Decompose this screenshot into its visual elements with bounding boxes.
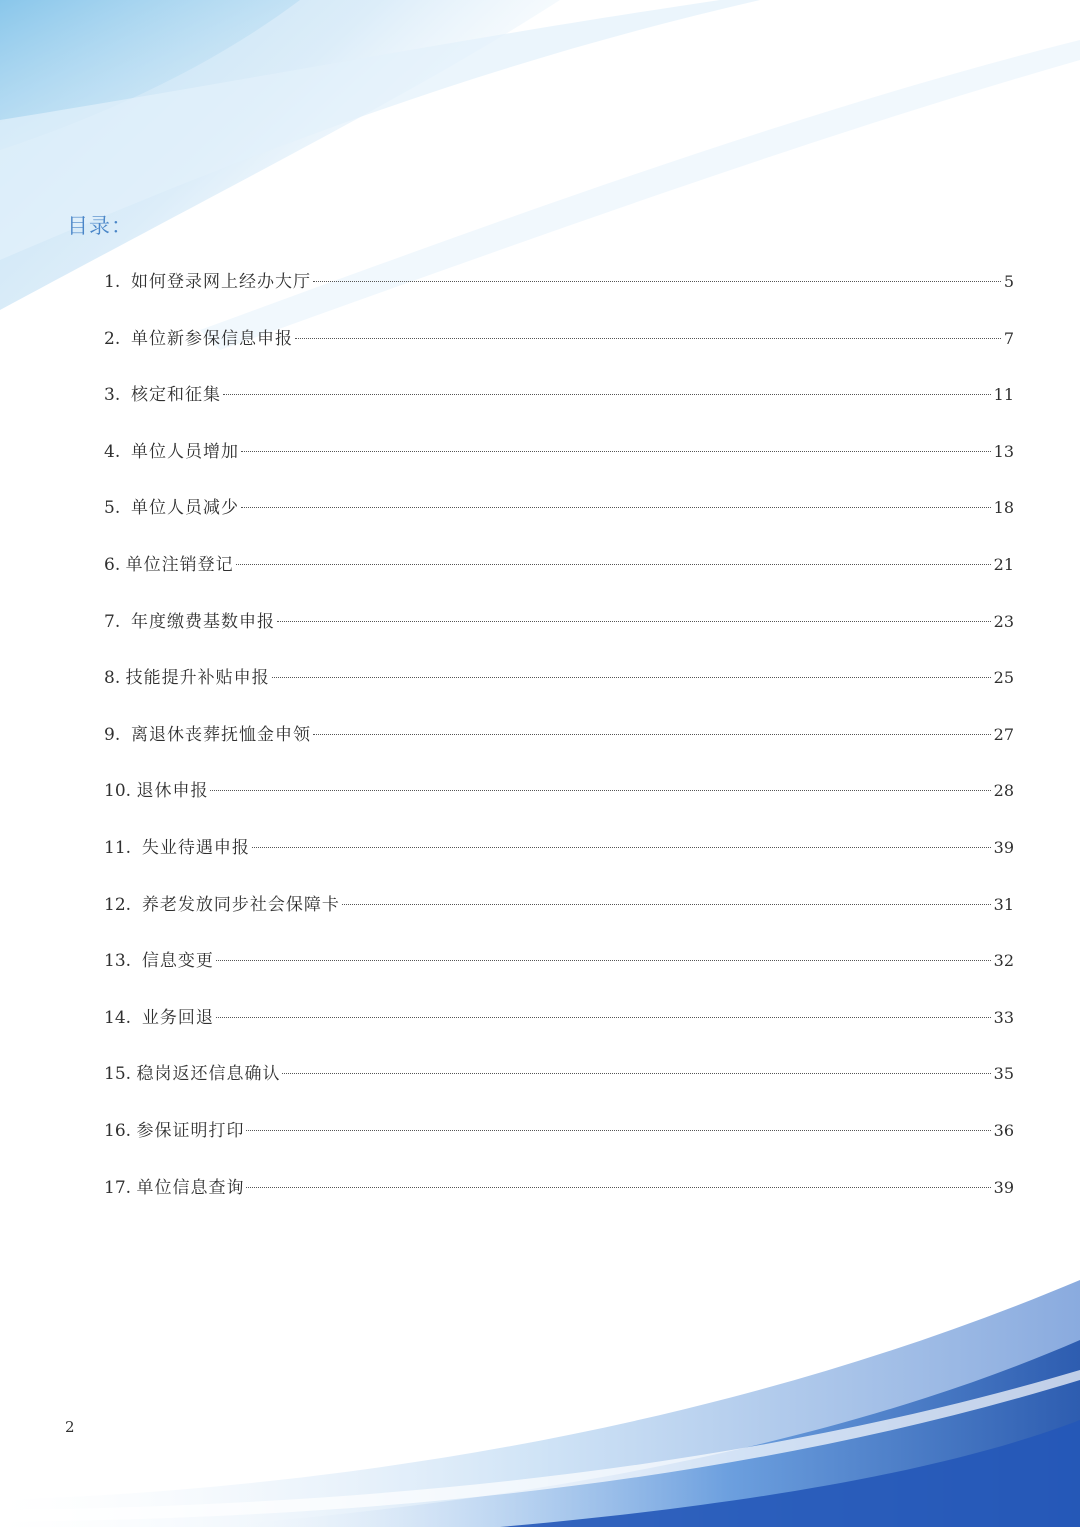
- toc-entry-number: 3.: [104, 385, 132, 406]
- toc-entry-page: 28: [993, 781, 1014, 801]
- toc-entry-title: 业务回退: [141, 1007, 214, 1028]
- toc-entry-title: 失业待遇申报: [141, 837, 250, 858]
- toc-entry-title: 信息变更: [141, 951, 214, 972]
- toc-entry[interactable]: [104, 887, 1014, 944]
- toc-entry-page: 25: [993, 668, 1014, 688]
- page-number: 2: [65, 1418, 75, 1436]
- toc-dot-leader: [272, 677, 991, 678]
- toc-dot-leader: [216, 960, 991, 961]
- toc-entry-title: 年度缴费基数申报: [131, 611, 276, 632]
- toc-entry-title: 单位人员增加: [131, 441, 240, 462]
- toc-dot-leader: [241, 507, 991, 508]
- toc-dot-leader: [246, 1187, 990, 1188]
- toc-dot-leader: [295, 338, 1001, 339]
- toc-entry-title: 如何登录网上经办大厅: [131, 272, 312, 292]
- toc-entry[interactable]: [104, 604, 1014, 661]
- toc-entry[interactable]: [104, 943, 1014, 1000]
- toc-dot-leader: [223, 394, 991, 395]
- toc-dot-leader: [210, 790, 990, 791]
- toc-entry[interactable]: [104, 490, 1014, 547]
- toc-entry-page: 27: [993, 724, 1014, 744]
- toc-entry-title: 退休申报: [136, 781, 209, 802]
- toc-entry[interactable]: [104, 1000, 1014, 1057]
- toc-entry-number: 2.: [104, 328, 132, 349]
- toc-entry-number: 1.: [104, 272, 132, 292]
- toc-entry[interactable]: [104, 830, 1014, 887]
- toc-entry[interactable]: [104, 660, 1014, 717]
- toc-entry-page: 13: [993, 441, 1014, 461]
- toc-entry[interactable]: [104, 717, 1014, 774]
- toc-entry-page: 5: [1003, 272, 1014, 291]
- toc-entry[interactable]: [104, 434, 1014, 491]
- toc-entry-number: 16.: [104, 1120, 137, 1141]
- toc-entry-number: 11.: [104, 837, 142, 858]
- toc-dot-leader: [246, 1130, 990, 1131]
- toc-entry-title: 稳岗返还信息确认: [136, 1064, 281, 1085]
- toc-entry-title: 离退休丧葬抚恤金申领: [131, 724, 312, 745]
- toc-entry-title: 核定和征集: [131, 385, 222, 406]
- toc-dot-leader: [252, 847, 991, 848]
- toc-entry-page: 36: [993, 1120, 1014, 1140]
- toc-entry[interactable]: [104, 377, 1014, 434]
- toc-entry-number: 8.: [104, 668, 126, 689]
- toc-entry[interactable]: [104, 773, 1014, 830]
- toc-entry-number: 13.: [104, 951, 142, 972]
- toc-entry[interactable]: [104, 1113, 1014, 1170]
- toc-dot-leader: [313, 734, 991, 735]
- toc-entry-page: 7: [1003, 328, 1014, 348]
- toc-dot-leader: [282, 1073, 990, 1074]
- toc-entry-title: 单位信息查询: [136, 1177, 245, 1198]
- toc-entry-number: 14.: [104, 1007, 142, 1028]
- toc-entry[interactable]: [104, 321, 1014, 378]
- toc-entry[interactable]: [104, 1056, 1014, 1113]
- toc-entry-number: 6.: [104, 554, 126, 575]
- toc-entry-number: 7.: [104, 611, 132, 632]
- toc-dot-leader: [342, 904, 991, 905]
- toc-entry-number: 15.: [104, 1064, 137, 1085]
- toc-entry-title: 单位人员减少: [131, 498, 240, 519]
- toc-entry-title: 单位新参保信息申报: [131, 328, 294, 349]
- toc-entry-page: 31: [993, 894, 1014, 914]
- toc-entry[interactable]: [104, 264, 1014, 321]
- toc-entry-number: 5.: [104, 498, 132, 519]
- toc-entry-page: 21: [993, 554, 1014, 574]
- toc-entry-number: 17.: [104, 1177, 137, 1198]
- toc-entry-title: 参保证明打印: [136, 1120, 245, 1141]
- toc-title: 目录：: [67, 214, 133, 238]
- toc-dot-leader: [241, 451, 991, 452]
- toc-entry-page: 35: [993, 1064, 1014, 1084]
- toc-entry-title: 技能提升补贴申报: [125, 668, 270, 689]
- toc-entry-page: 18: [993, 498, 1014, 518]
- toc-dot-leader: [313, 281, 1001, 282]
- toc-entry-number: 10.: [104, 781, 137, 802]
- toc-entry-page: 11: [993, 385, 1014, 405]
- toc-dot-leader: [277, 621, 991, 622]
- toc-entry[interactable]: [104, 1170, 1014, 1227]
- toc-entry-number: 12.: [104, 894, 142, 915]
- toc-entry-number: 9.: [104, 724, 132, 745]
- toc-entry-title: 单位注销登记: [125, 554, 234, 575]
- toc-entry-page: 39: [993, 1177, 1014, 1197]
- toc-dot-leader: [216, 1017, 991, 1018]
- toc-dot-leader: [236, 564, 991, 565]
- toc-entry-page: 32: [993, 951, 1014, 971]
- table-of-contents: [104, 264, 1014, 1226]
- toc-entry-number: 4.: [104, 441, 132, 462]
- toc-entry-page: 23: [993, 611, 1014, 631]
- toc-entry-title: 养老发放同步社会保障卡: [141, 894, 340, 915]
- toc-entry-page: 39: [993, 837, 1014, 857]
- toc-entry[interactable]: [104, 547, 1014, 604]
- toc-entry-page: 33: [993, 1007, 1014, 1027]
